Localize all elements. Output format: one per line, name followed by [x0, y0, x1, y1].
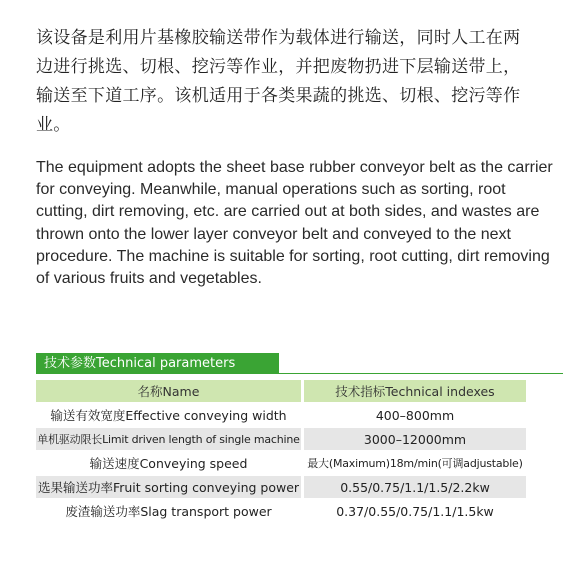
table-header-row [36, 380, 526, 402]
param-name: 输送速度Conveying speed [89, 456, 248, 471]
intro-chinese-paragraph: 该设备是利用片基橡胶输送带作为载体进行输送，同时人工在两边进行挑选、切根、挖污等作业，并把废物扔进下层输送带上，输送至下道工序。该机适用于各类果蔬的挑选、切根、挖污等作业。 [36, 28, 521, 135]
param-name: 选果输送功率Fruit sorting conveying power [36, 476, 301, 498]
table-row [36, 404, 526, 426]
technical-parameters-table [36, 378, 526, 524]
table-row [36, 428, 526, 450]
table-row [36, 452, 526, 474]
param-value: 0.37/0.55/0.75/1.1/1.5kw [301, 500, 526, 522]
param-value: 3000–12000mm [301, 428, 526, 450]
param-name: 输送有效宽度Effective conveying width [50, 408, 287, 423]
param-value: 最大(Maximum)18m/min(可调adjustable) [301, 452, 526, 474]
param-value: 400–800mm [301, 404, 526, 426]
technical-parameters-heading: 技术参数Technical parameters [36, 353, 279, 374]
param-name: 单机驱动限长Limit driven length of single machine [36, 428, 301, 450]
intro-english-paragraph: The equipment adopts the sheet base rubber conveyor belt as the carrier for conveying. Meanwhile, manual operations such as sorting, root cutting, dirt removing, etc. are carried out at both sides, and wastes are thrown onto the lower layer conveyor belt and conveyed to the next procedure. The machine is suitable for sorting, root cutting, dirt removing of various fruits and vegetables. [36, 159, 553, 288]
column-header-name: 名称Name [36, 380, 301, 402]
table-row [36, 476, 526, 498]
table-row [36, 500, 526, 522]
param-value: 0.55/0.75/1.1/1.5/2.2kw [301, 476, 526, 498]
param-name: 废渣输送功率Slag transport power [65, 504, 272, 519]
column-header-value: 技术指标Technical indexes [301, 380, 526, 402]
